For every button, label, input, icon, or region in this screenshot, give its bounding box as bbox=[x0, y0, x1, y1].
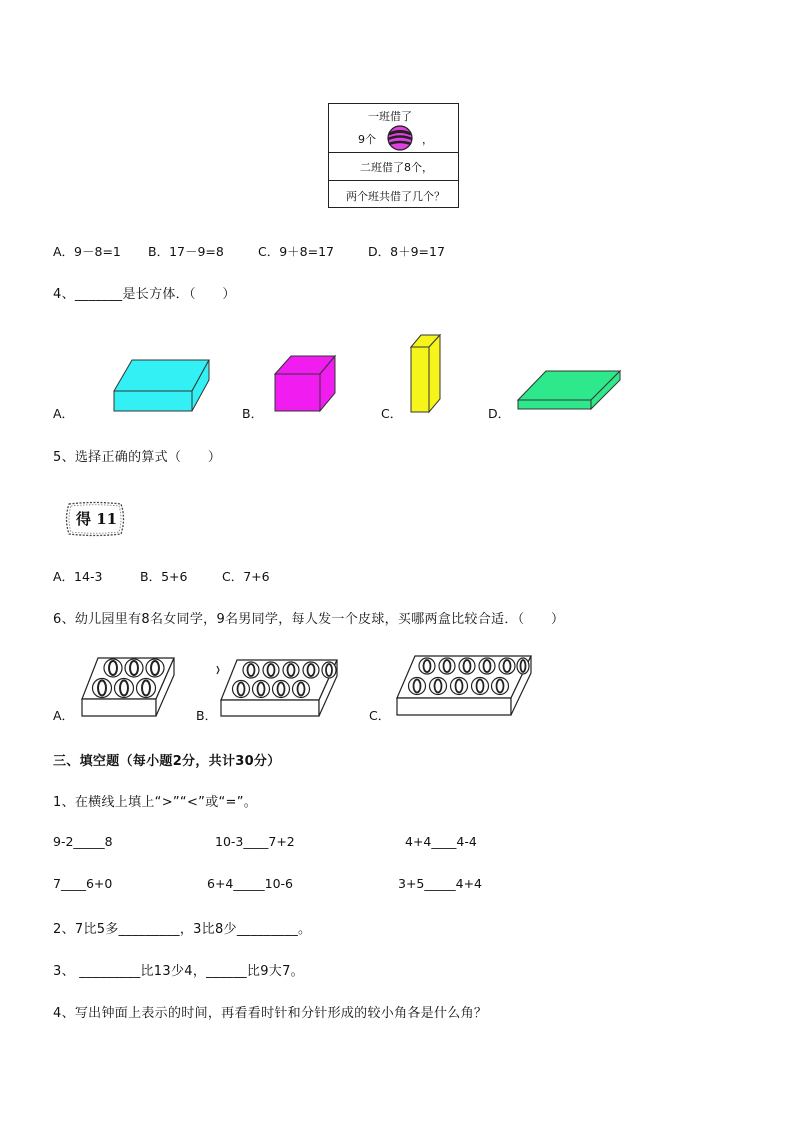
q5-option-b: B．5+6 bbox=[140, 569, 188, 584]
score-tag-text: 得 11 bbox=[76, 510, 118, 528]
q4-label-d: D． bbox=[488, 406, 511, 421]
q4-label-a: A． bbox=[53, 406, 75, 421]
problem-row-2 bbox=[329, 153, 458, 181]
s3-q1-item-3: 4+4____4-4 bbox=[405, 834, 477, 849]
problem-box bbox=[328, 103, 459, 208]
cuboid-a-icon bbox=[112, 358, 212, 414]
problem-row-1 bbox=[329, 104, 458, 153]
q6-label-c: C． bbox=[369, 708, 391, 723]
q4-label-c: C． bbox=[381, 406, 403, 421]
cuboid-c-icon bbox=[409, 333, 443, 415]
ball-box-b-icon bbox=[215, 658, 341, 718]
s3-q2: 2、7比5多_________，3比8少_________。 bbox=[53, 922, 312, 937]
ball-box-a-icon bbox=[80, 654, 176, 718]
q4-stem: 4、_______是长方体．（ ） bbox=[53, 287, 236, 302]
q5-option-c: C．7+6 bbox=[222, 569, 270, 584]
s3-q1-item-1: 9-2_____8 bbox=[53, 834, 113, 849]
q4-label-b: B． bbox=[242, 406, 264, 421]
section-3-heading: 三、填空题（每小题2分，共计30分） bbox=[53, 754, 281, 769]
cuboid-d-icon bbox=[516, 369, 624, 412]
q3-option-c: C．9＋8=17 bbox=[258, 244, 335, 259]
s3-q1-item-6: 3+5_____4+4 bbox=[398, 876, 483, 891]
ball-icon bbox=[386, 125, 414, 151]
s3-q1-stem: 1、在横线上填上“>”“<”或“=”。 bbox=[53, 795, 258, 810]
q5-option-a: A．14-3 bbox=[53, 569, 103, 584]
row3-text: 两个班共借了几个？ bbox=[346, 190, 445, 203]
q3-option-d: D．8＋9=17 bbox=[368, 244, 445, 259]
q3-option-b: B．17－9=8 bbox=[148, 244, 224, 259]
row1-text: 一班借了 bbox=[368, 110, 412, 123]
s3-q1-item-5: 6+4_____10-6 bbox=[207, 876, 293, 891]
ball-box-c-icon bbox=[395, 654, 535, 718]
q6-label-b: B． bbox=[196, 708, 218, 723]
row1-count: 9个 bbox=[358, 133, 376, 146]
q3-option-a: A．9－8=1 bbox=[53, 244, 121, 259]
row2-text: 二班借了8个， bbox=[360, 161, 433, 174]
q5-stem: 5、选择正确的算式（ ） bbox=[53, 450, 222, 465]
q6-label-a: A． bbox=[53, 708, 75, 723]
s3-q3: 3、 _________比13少4，______比9大7。 bbox=[53, 964, 304, 979]
q6-stem: 6、幼儿园里有8名女同学，9名男同学，每人发一个皮球，买哪两盒比较合适．（ ） bbox=[53, 612, 565, 627]
s3-q1-item-2: 10-3____7+2 bbox=[215, 834, 295, 849]
s3-q4: 4、写出钟面上表示的时间，再看看时针和分针形成的较小角各是什么角？ bbox=[53, 1006, 488, 1021]
row1-comma: ， bbox=[422, 133, 433, 146]
s3-q1-item-4: 7____6+0 bbox=[53, 876, 113, 891]
problem-row-3 bbox=[329, 181, 458, 209]
cuboid-b-icon bbox=[273, 354, 339, 414]
